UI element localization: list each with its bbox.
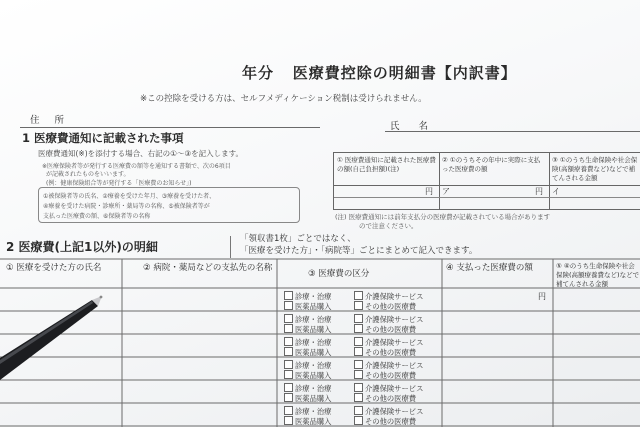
category-option-row2[interactable]: [354, 324, 416, 335]
category-label: 介護保険サービス: [365, 361, 424, 370]
category-option-row6[interactable]: [354, 416, 416, 427]
checkbox[interactable]: [354, 301, 363, 310]
category-label: その他の医療費: [365, 394, 417, 403]
section1-small-line: ※医療保険者等が発行する医療費の額等を通知する書類で、次の6項目: [42, 163, 231, 170]
checkbox[interactable]: [354, 360, 363, 369]
category-label: 医薬品購入: [295, 371, 332, 380]
category-option-row1[interactable]: [354, 301, 416, 312]
category-label: 介護保険サービス: [365, 384, 424, 393]
form-subtitle: ※この控除を受ける方は、セルフメディケーション税制は受けられません。: [140, 94, 427, 104]
category-label: 介護保険サービス: [365, 292, 424, 301]
checkbox[interactable]: [354, 383, 363, 392]
category-option-row4[interactable]: [284, 370, 331, 381]
category-label: その他の医療費: [365, 348, 417, 357]
form-title: 年分 医療費控除の明細書【内訳書】: [242, 64, 517, 82]
category-label: 診療・治療: [295, 407, 332, 416]
notice-header-3: ③ ①のうち生命保険や社会保険(高額療養費など)などで補てんされる金額: [552, 156, 638, 182]
category-label: その他の医療費: [365, 325, 417, 334]
checkbox[interactable]: [284, 337, 293, 346]
col-header-patient: ① 医療を受けた方の氏名: [6, 263, 102, 273]
checkbox[interactable]: [284, 291, 293, 300]
category-label: 診療・治療: [295, 315, 332, 324]
category-label: 医薬品購入: [295, 302, 332, 311]
address-label: 住 所: [30, 115, 71, 126]
checkbox[interactable]: [284, 347, 293, 356]
checkbox[interactable]: [354, 347, 363, 356]
checkbox[interactable]: [284, 301, 293, 310]
section2-title: 2 医療費(上記1以外)の明細: [6, 240, 158, 254]
checkbox[interactable]: [284, 416, 293, 425]
checkbox[interactable]: [354, 314, 363, 323]
checkbox[interactable]: [354, 416, 363, 425]
category-label: 診療・治療: [295, 384, 332, 393]
notice-header-2: ② ①のうちその年中に実際に支払った医療費の額: [442, 156, 541, 173]
yen-unit: 円: [425, 187, 433, 196]
name-line: [385, 131, 640, 132]
category-option-row5[interactable]: [284, 393, 331, 404]
category-option-row1[interactable]: [284, 301, 331, 312]
category-label: その他の医療費: [365, 417, 417, 426]
notice-table: [333, 152, 640, 210]
category-option-row3[interactable]: [284, 347, 331, 358]
yen-unit: 円: [535, 187, 543, 196]
yen-unit: 円: [538, 292, 546, 301]
mark-a: ア: [442, 187, 450, 196]
category-label: 医薬品購入: [295, 348, 332, 357]
col-header-category: ③ 医療費の区分: [308, 269, 370, 279]
checkbox[interactable]: [354, 291, 363, 300]
expense-detail-table: [0, 258, 640, 427]
address-line: [20, 127, 320, 128]
checkbox[interactable]: [284, 314, 293, 323]
category-option-row4[interactable]: [354, 370, 416, 381]
category-label: 医薬品購入: [295, 394, 332, 403]
category-label: その他の医療費: [365, 371, 417, 380]
checkbox[interactable]: [354, 337, 363, 346]
category-option-row6[interactable]: [284, 416, 331, 427]
checkbox[interactable]: [354, 406, 363, 415]
section1-footnote: (注) 医療費通知には前年支払分の医療費が記載されている場合があります ので注意ください。: [335, 213, 551, 230]
category-option-row5[interactable]: [354, 393, 416, 404]
category-label: 介護保険サービス: [365, 315, 424, 324]
category-label: その他の医療費: [365, 302, 417, 311]
category-label: 診療・治療: [295, 338, 332, 347]
col-header-reimbursed: ⑤ ④のうち生命保険や社会保険(高額療養費など)などで補てんされる金額: [556, 262, 640, 288]
checkbox[interactable]: [284, 324, 293, 333]
mark-i: イ: [552, 187, 560, 196]
section1-note: 医療費通知(※)を添付する場合、右記の①〜③を記入します。: [38, 149, 243, 158]
category-label: 介護保険サービス: [365, 338, 424, 347]
checkbox[interactable]: [284, 383, 293, 392]
section1-small-line: (例：健康保険組合等が発行する「医療費のお知らせ」): [46, 180, 192, 187]
category-label: 医薬品購入: [295, 325, 332, 334]
col-header-amount: ④ 支払った医療費の額: [446, 263, 533, 273]
section1-title: 1 医療費通知に記載された事項: [22, 131, 184, 145]
example-line: ④療養を受けた病院・診療所・薬局等の名称、⑤被保険者等が: [43, 203, 210, 210]
name-label: 氏 名: [390, 121, 437, 132]
col-header-payee: ② 病院・薬局などの支払先の名称: [143, 263, 273, 273]
category-label: 医薬品購入: [295, 417, 332, 426]
category-option-row3[interactable]: [354, 347, 416, 358]
example-line: 支払った医療費の額、⑥保険者等の名称: [43, 213, 151, 220]
example-line: ①被保険者等の氏名、②療養を受けた年月、③療養を受けた者、: [43, 193, 216, 200]
category-label: 介護保険サービス: [365, 407, 424, 416]
example-items-box: [38, 187, 300, 223]
checkbox[interactable]: [354, 324, 363, 333]
category-label: 診療・治療: [295, 292, 332, 301]
section1-small-line: が記載されたものをいいます。: [46, 171, 130, 178]
category-option-row2[interactable]: [284, 324, 331, 335]
checkbox[interactable]: [354, 370, 363, 379]
checkbox[interactable]: [354, 393, 363, 402]
checkbox[interactable]: [284, 370, 293, 379]
section2-note: 「領収書1枚」ごとではなく、 「医療を受けた方」・「病院等」ごとにまとめて記入できます。: [240, 234, 478, 256]
checkbox[interactable]: [284, 393, 293, 402]
category-label: 診療・治療: [295, 361, 332, 370]
checkbox[interactable]: [284, 360, 293, 369]
notice-header-1: ① 医療費通知に記載された医療費の額(自己負担額)(注): [337, 156, 436, 173]
checkbox[interactable]: [284, 406, 293, 415]
